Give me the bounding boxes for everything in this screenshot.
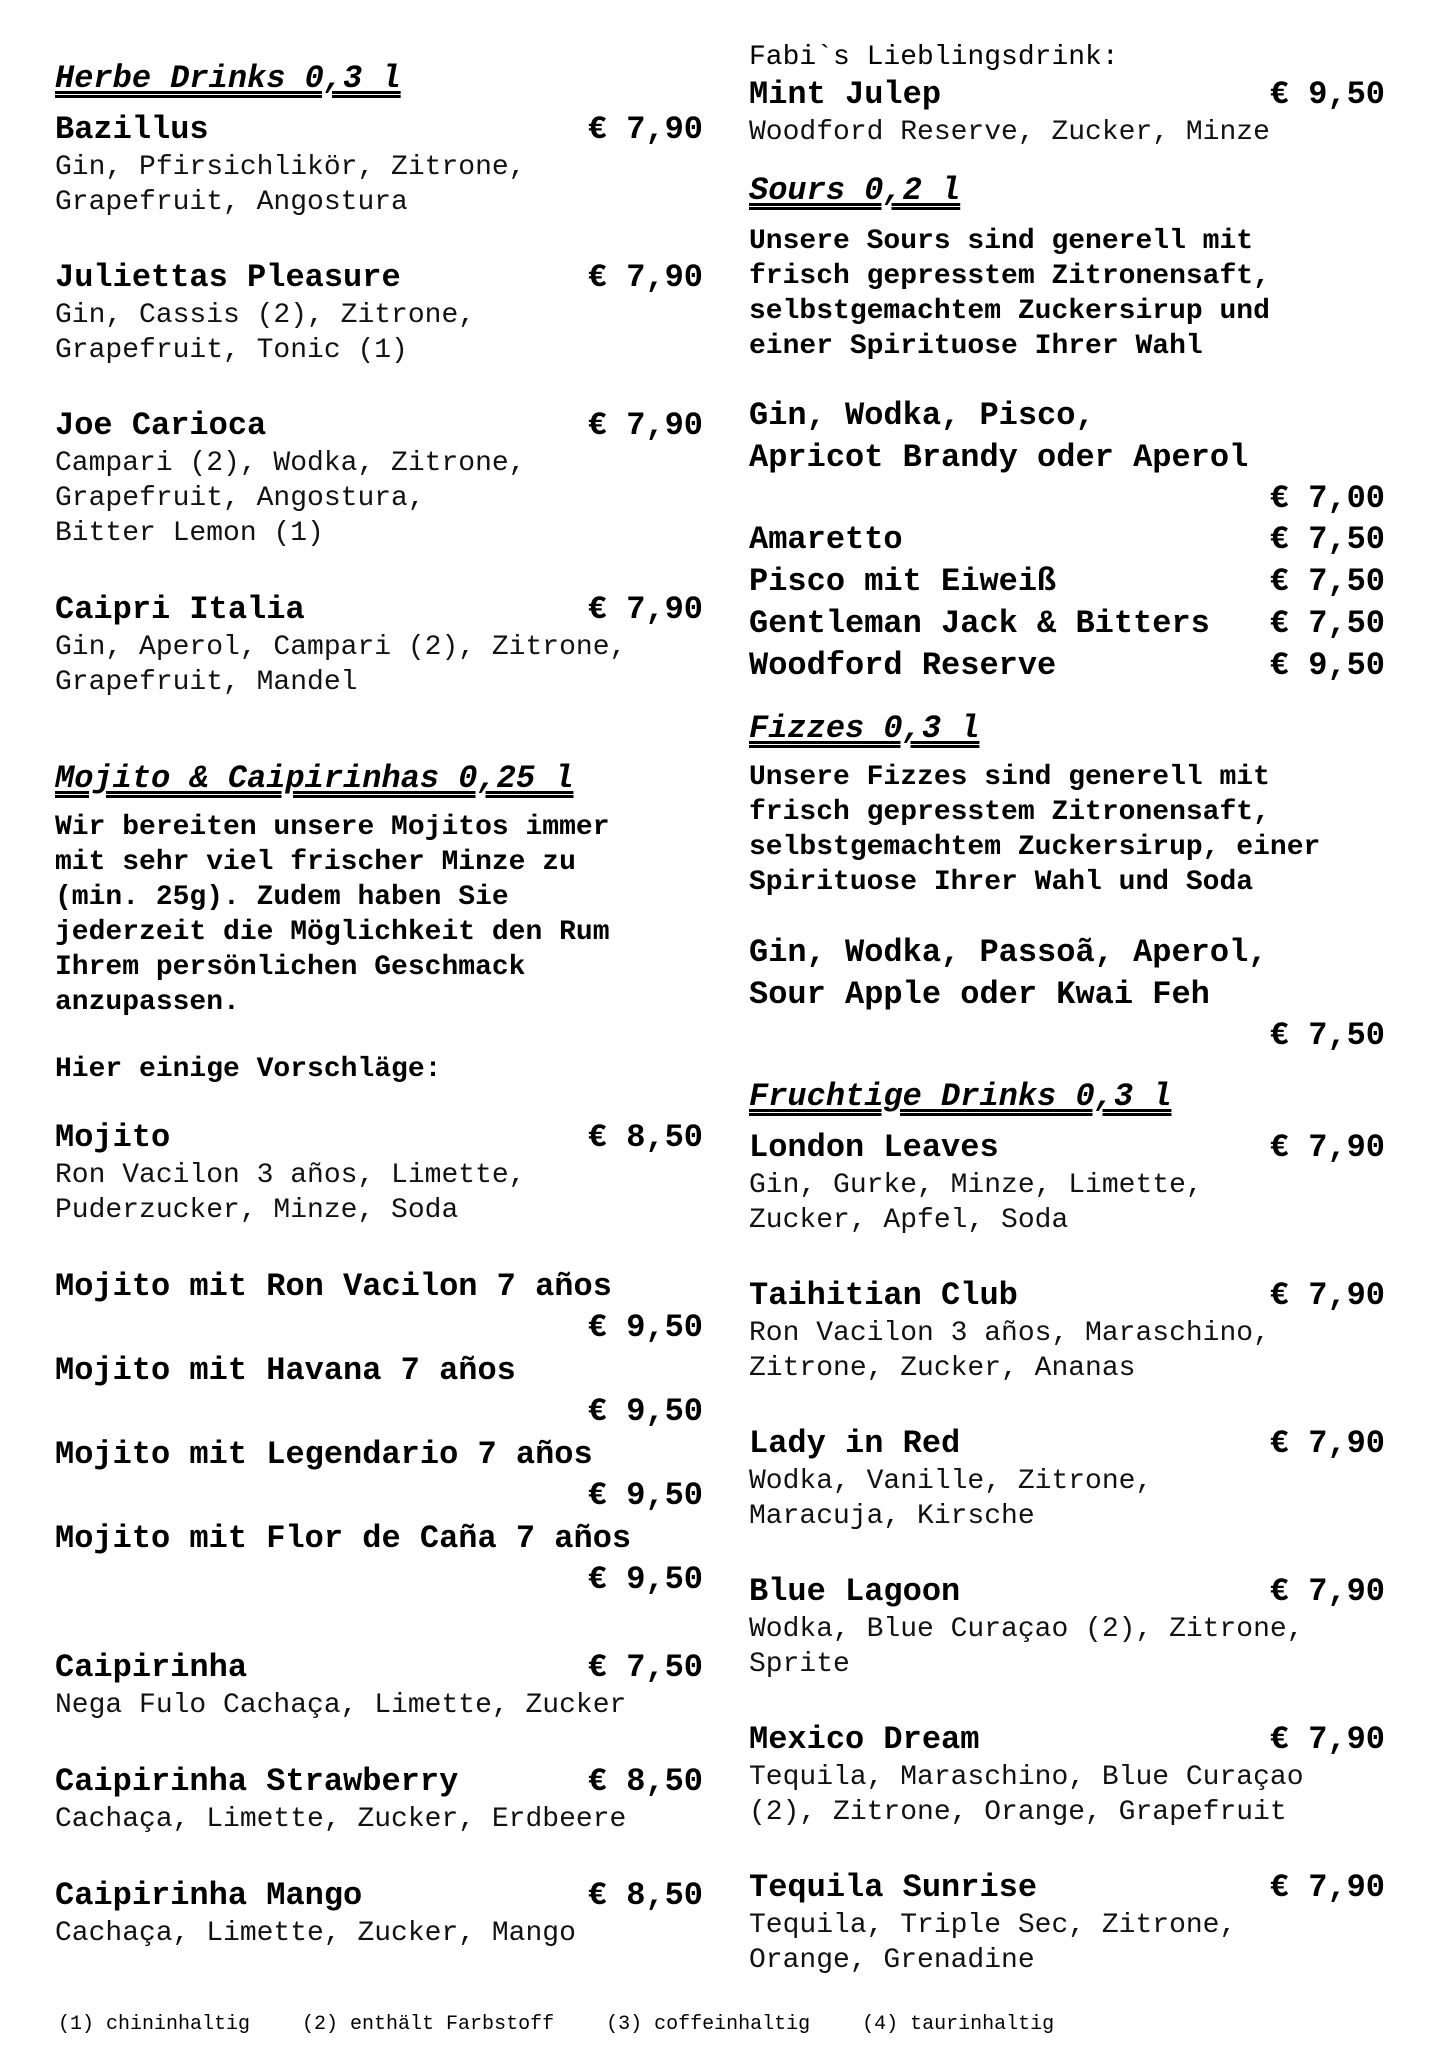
item-ingredients: Puderzucker, Minze, Soda xyxy=(55,1195,459,1226)
item-ingredients: (2), Zitrone, Orange, Grapefruit xyxy=(749,1797,1287,1828)
item-name: Mint Julep xyxy=(749,76,942,113)
item-name: Bazillus xyxy=(55,111,209,148)
item-name: Mojito mit Legendario 7 años xyxy=(55,1436,593,1473)
footnote: (1) chininhaltig xyxy=(58,2013,251,2036)
item-price: € 9,50 xyxy=(587,1393,703,1430)
menu-item xyxy=(55,258,703,368)
item-ingredients: Nega Fulo Cachaça, Limette, Zucker xyxy=(55,1690,627,1721)
item-price: € 7,90 xyxy=(1269,1129,1385,1166)
item-name: Woodford Reserve xyxy=(749,647,1057,684)
item-price: € 7,50 xyxy=(587,1649,703,1686)
item-name: Joe Carioca xyxy=(55,407,267,444)
item-ingredients: Sprite xyxy=(749,1649,850,1680)
item-price: € 8,50 xyxy=(587,1763,703,1800)
item-price: € 7,90 xyxy=(1269,1721,1385,1758)
item-ingredients: Gin, Gurke, Minze, Limette, xyxy=(749,1170,1203,1201)
item-price: € 7,00 xyxy=(1269,480,1385,517)
menu-item xyxy=(55,1118,703,1228)
item-ingredients: Cachaça, Limette, Zucker, Erdbeere xyxy=(55,1804,627,1835)
item-price: € 7,90 xyxy=(587,591,703,628)
item-name: Taihitian Club xyxy=(749,1277,1018,1314)
item-name: Blue Lagoon xyxy=(749,1573,961,1610)
sours-section-title: Sours 0,2 l xyxy=(749,172,961,209)
fruchtige-section-title: Fruchtige Drinks 0,3 l xyxy=(749,1078,1172,1115)
item-ingredients: Gin, Pfirsichlikör, Zitrone, xyxy=(55,152,526,183)
menu-item xyxy=(55,1434,703,1516)
item-price: € 7,50 xyxy=(1269,563,1385,600)
item-price: € 7,90 xyxy=(1269,1425,1385,1462)
item-price: € 7,90 xyxy=(1269,1869,1385,1906)
item-price: € 7,50 xyxy=(1269,605,1385,642)
menu-item xyxy=(749,603,1385,645)
footnotes xyxy=(58,2013,1054,2037)
sours-intro: Unsere Sours sind generell mit frisch gepresstem Zitronensaft, selbstgemachtem Zuckersirup und einer Spirituose Ihrer Wahl xyxy=(749,226,1270,362)
fabi-label: Fabi`s Lieblingsdrink: xyxy=(749,42,1119,73)
item-price: € 7,50 xyxy=(1269,1017,1385,1054)
item-name: Caipri Italia xyxy=(55,591,305,628)
item-ingredients: Maracuja, Kirsche xyxy=(749,1501,1035,1532)
item-ingredients: Bitter Lemon (1) xyxy=(55,518,324,549)
item-name: Gentleman Jack & Bitters xyxy=(749,605,1210,642)
item-price: € 7,90 xyxy=(587,259,703,296)
item-name: Tequila Sunrise xyxy=(749,1869,1038,1906)
herbe-section-title: Herbe Drinks 0,3 l xyxy=(55,60,401,97)
item-name: London Leaves xyxy=(749,1129,999,1166)
item-price: € 9,50 xyxy=(1269,76,1385,113)
menu-item xyxy=(55,110,703,220)
item-ingredients: Grapefruit, Tonic (1) xyxy=(55,335,408,366)
item-name: Caipirinha xyxy=(55,1649,248,1686)
item-name: Mojito mit Ron Vacilon 7 años xyxy=(55,1268,612,1305)
item-ingredients: Gin, Cassis (2), Zitrone, xyxy=(55,300,476,331)
menu-item xyxy=(55,590,703,700)
item-price: € 7,90 xyxy=(1269,1573,1385,1610)
item-price: € 7,90 xyxy=(1269,1277,1385,1314)
fizzes-intro: Unsere Fizzes sind generell mit frisch gepresstem Zitronensaft, selbstgemachtem Zuckersirup, einer Spirituose Ihrer Wahl und Soda xyxy=(749,762,1321,898)
item-price: € 8,50 xyxy=(587,1877,703,1914)
menu-item xyxy=(749,1128,1385,1238)
item-ingredients: Ron Vacilon 3 años, Limette, xyxy=(55,1160,526,1191)
menu-item xyxy=(749,1572,1385,1682)
item-ingredients: Orange, Grenadine xyxy=(749,1945,1035,1976)
item-price: € 7,90 xyxy=(587,111,703,148)
item-ingredients: Campari (2), Wodka, Zitrone, xyxy=(55,448,526,479)
item-ingredients: Woodford Reserve, Zucker, Minze xyxy=(749,117,1270,148)
menu-item xyxy=(55,1350,703,1432)
item-price: € 9,50 xyxy=(587,1309,703,1346)
item-ingredients: Ron Vacilon 3 años, Maraschino, xyxy=(749,1318,1270,1349)
menu-item xyxy=(55,1266,703,1348)
item-name: Amaretto xyxy=(749,521,903,558)
mojito-intro: Wir bereiten unsere Mojitos immer mit sehr viel frischer Minze zu (min. 25g). Zudem haben Sie jederzeit die Möglichkeit den Rum Ihrem persönlichen Geschmack anzupassen. xyxy=(55,812,610,1018)
item-ingredients: Zucker, Apfel, Soda xyxy=(749,1205,1069,1236)
item-price: € 7,50 xyxy=(1269,521,1385,558)
item-price: € 9,50 xyxy=(587,1561,703,1598)
item-price: € 7,90 xyxy=(587,407,703,444)
item-ingredients: Grapefruit, Angostura, xyxy=(55,483,425,514)
item-name: Mojito xyxy=(55,1119,171,1156)
item-ingredients: Grapefruit, Mandel xyxy=(55,667,358,698)
menu-item xyxy=(749,75,1385,150)
footnote: (2) enthält Farbstoff xyxy=(302,2013,555,2036)
menu-item xyxy=(749,1276,1385,1386)
item-price: € 9,50 xyxy=(587,1477,703,1514)
item-ingredients: Wodka, Blue Curaçao (2), Zitrone, xyxy=(749,1614,1304,1645)
item-name: Juliettas Pleasure xyxy=(55,259,401,296)
footnote: (3) coffeinhaltig xyxy=(606,2013,811,2036)
item-ingredients: Gin, Aperol, Campari (2), Zitrone, xyxy=(55,632,627,663)
item-name: Mojito mit Flor de Caña 7 años xyxy=(55,1520,632,1557)
item-ingredients: Grapefruit, Angostura xyxy=(55,187,408,218)
menu-item xyxy=(749,561,1385,603)
footnote: (4) taurinhaltig xyxy=(862,2013,1055,2036)
mojito-section-title: Mojito & Caipirinhas 0,25 l xyxy=(55,760,574,797)
suggestions-label: Hier einige Vorschläge: xyxy=(55,1054,442,1085)
item-name: Lady in Red xyxy=(749,1425,961,1462)
menu-item xyxy=(749,519,1385,561)
fizzes-spirits: Gin, Wodka, Passoã, Aperol, Sour Apple oder Kwai Feh € 7,50 xyxy=(749,934,1385,1054)
item-name: Pisco mit Eiweiß xyxy=(749,563,1057,600)
sours-spirits: Gin, Wodka, Pisco, Apricot Brandy oder Aperol € 7,00 xyxy=(749,397,1385,517)
menu-item xyxy=(55,1518,703,1600)
item-name: Caipirinha Strawberry xyxy=(55,1763,459,1800)
item-ingredients: Wodka, Vanille, Zitrone, xyxy=(749,1466,1153,1497)
item-name: Mojito mit Havana 7 años xyxy=(55,1352,516,1389)
menu-item xyxy=(55,406,703,551)
menu-item xyxy=(55,1648,703,1723)
sours-list xyxy=(749,519,1385,687)
item-price: € 8,50 xyxy=(587,1119,703,1156)
menu-item xyxy=(749,1720,1385,1830)
menu-item xyxy=(55,1762,703,1837)
item-ingredients: Tequila, Triple Sec, Zitrone, xyxy=(749,1910,1237,1941)
fizzes-section-title: Fizzes 0,3 l xyxy=(749,710,980,747)
menu-item xyxy=(55,1876,703,1951)
menu-item xyxy=(749,645,1385,687)
item-ingredients: Tequila, Maraschino, Blue Curaçao xyxy=(749,1762,1304,1793)
item-ingredients: Cachaça, Limette, Zucker, Mango xyxy=(55,1918,576,1949)
item-ingredients: Zitrone, Zucker, Ananas xyxy=(749,1353,1136,1384)
item-price: € 9,50 xyxy=(1269,647,1385,684)
menu-item xyxy=(749,1424,1385,1534)
menu-item xyxy=(749,1868,1385,1978)
item-name: Mexico Dream xyxy=(749,1721,980,1758)
item-name: Caipirinha Mango xyxy=(55,1877,363,1914)
